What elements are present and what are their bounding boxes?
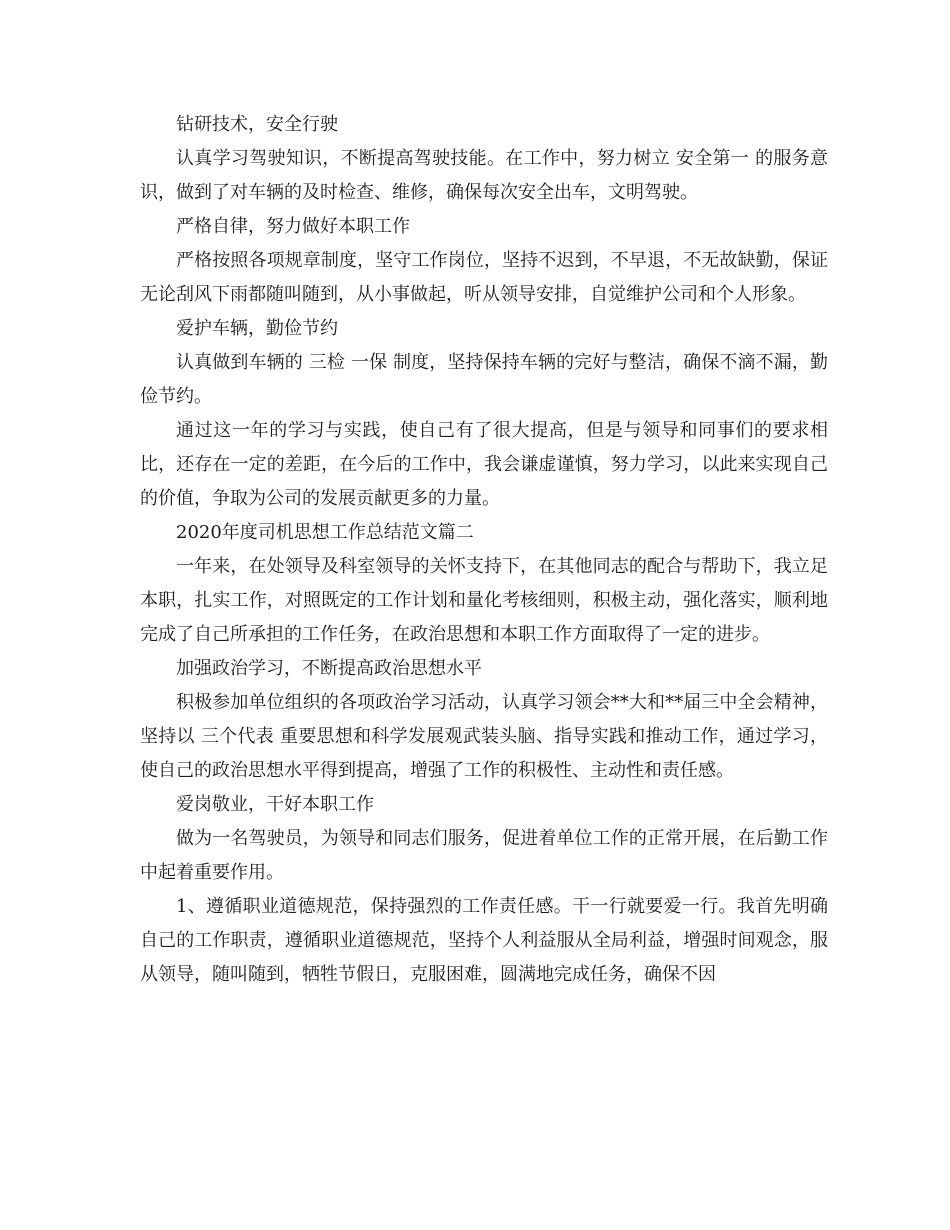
article-title: 2020年度司机思想工作总结范文篇二 [176, 522, 474, 543]
section-heading: 严格自律，努力做好本职工作 [176, 216, 410, 237]
section-heading: 钻研技术，安全行驶 [176, 114, 338, 135]
body-paragraph: 1、遵循职业道德规范，保持强烈的工作责任感。干一行就要爱一行。我首先明确自己的工作职责，遵循职业道德规范，坚持个人利益服从全局利益，增强时间观念，服从领导，随叫随到，牺牲节假日，克服困难，圆满地完成任务，确保不因 [140, 896, 828, 985]
body-paragraph: 认真学习驾驶知识，不断提高驾驶技能。在工作中，努力树立 安全第一 的服务意识，做到了对车辆的及时检查、维修，确保每次安全出车，文明驾驶。 [140, 148, 828, 203]
body-paragraph: 严格按照各项规章制度，坚守工作岗位，坚持不迟到，不早退，不无故缺勤，保证无论刮风下雨都随叫随到，从小事做起，听从领导安排，自觉维护公司和个人形象。 [140, 250, 828, 305]
section-heading: 爱岗敬业，干好本职工作 [176, 794, 374, 815]
section-heading: 爱护车辆，勤俭节约 [176, 318, 338, 339]
body-paragraph: 认真做到车辆的 三检 一保 制度，坚持保持车辆的完好与整洁，确保不滴不漏，勤俭节约。 [140, 352, 828, 407]
body-paragraph: 通过这一年的学习与实践，使自己有了很大提高，但是与领导和同事们的要求相比，还存在一定的差距，在今后的工作中，我会谦虚谨慎，努力学习，以此来实现自己的价值，争取为公司的发展贡献更多的力量。 [140, 420, 828, 509]
body-paragraph: 积极参加单位组织的各项政治学习活动，认真学习领会**大和**届三中全会精神，坚持以 三个代表 重要思想和科学发展观武装头脑、指导实践和推动工作，通过学习，使自己的政治思想水平得到提高，增强了工作的积极性、主动性和责任感。 [140, 692, 828, 781]
body-paragraph: 一年来，在处领导及科室领导的关怀支持下，在其他同志的配合与帮助下，我立足本职，扎实工作，对照既定的工作计划和量化考核细则，积极主动，强化落实，顺利地完成了自己所承担的工作任务，在政治思想和本职工作方面取得了一定的进步。 [140, 556, 828, 645]
document-body [140, 108, 828, 992]
section-heading: 加强政治学习，不断提高政治思想水平 [176, 658, 482, 679]
body-paragraph: 做为一名驾驶员，为领导和同志们服务，促进着单位工作的正常开展，在后勤工作中起着重要作用。 [140, 828, 828, 883]
